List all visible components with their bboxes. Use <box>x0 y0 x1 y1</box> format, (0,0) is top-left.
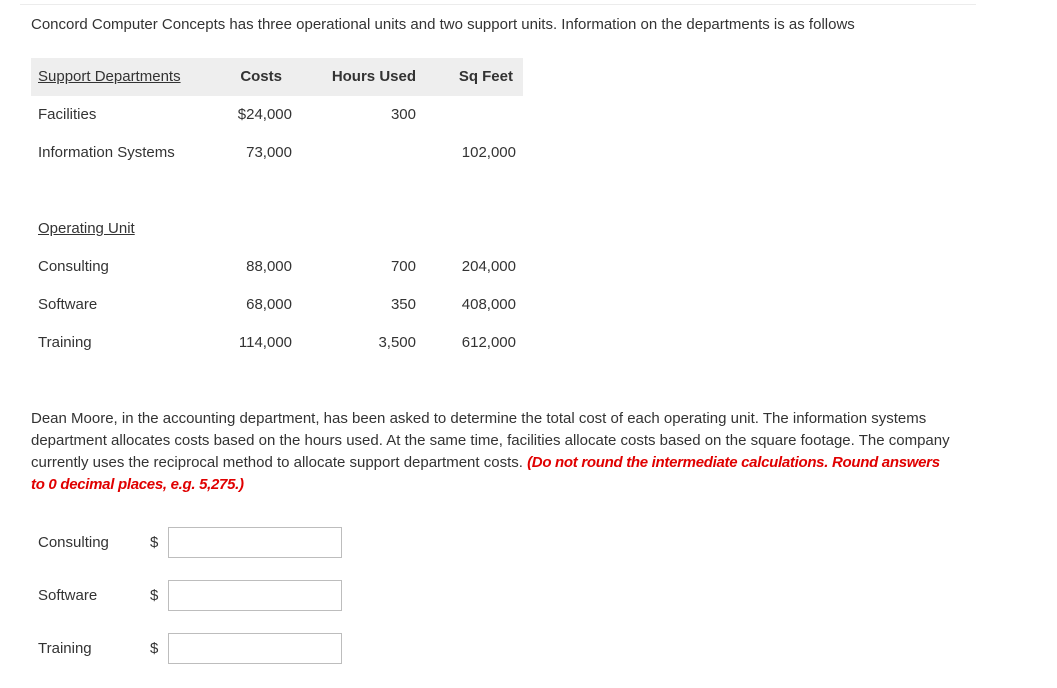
intro-text: Concord Computer Concepts has three operational units and two support units. Information on the departments is as follows <box>31 16 855 33</box>
cell-sqft: 204,000 <box>461 258 516 275</box>
cell-sqft: 102,000 <box>461 144 516 161</box>
cell-costs: 114,000 <box>238 334 292 351</box>
cell-hours: 3,500 <box>378 334 416 351</box>
header-sq-feet: Sq Feet <box>458 68 513 85</box>
dollar-sign: $ <box>150 640 159 657</box>
header-costs: Costs <box>240 68 282 85</box>
cell-costs: 68,000 <box>246 296 292 313</box>
cell-costs: 73,000 <box>246 144 292 161</box>
row-label: Information Systems <box>38 144 175 161</box>
cell-hours: 300 <box>390 106 416 123</box>
header-support-departments: Support Departments <box>38 68 181 85</box>
cell-costs: $24,000 <box>237 106 292 123</box>
question-text <box>31 408 951 496</box>
row-label: Consulting <box>38 258 109 275</box>
cell-costs: 88,000 <box>246 258 292 275</box>
answer-label: Consulting <box>38 534 109 551</box>
rounding-instruction: (Do not round the intermediate calculations. Round answers to 0 decimal places, e.g. 5,275.) <box>31 454 940 493</box>
software-amount-input[interactable] <box>168 580 342 611</box>
operating-unit-heading: Operating Unit <box>38 220 135 237</box>
cell-hours: 350 <box>390 296 416 313</box>
row-label: Facilities <box>38 106 97 123</box>
dollar-sign: $ <box>150 587 159 604</box>
training-amount-input[interactable] <box>168 633 342 664</box>
row-label: Software <box>38 296 98 313</box>
question-body: Dean Moore, in the accounting department, has been asked to determine the total cost of each operating unit. The information systems department allocates costs based on the hours used. At the same time, facilities allocate costs based on the square footage. The company currently uses the reciprocal method to allocate support department costs. <box>31 410 950 471</box>
consulting-amount-input[interactable] <box>168 527 342 558</box>
cell-sqft: 612,000 <box>461 334 516 351</box>
answer-label: Software <box>38 587 98 604</box>
cell-sqft: 408,000 <box>461 296 516 313</box>
answer-label: Training <box>38 640 92 657</box>
header-hours-used: Hours Used <box>331 68 416 85</box>
row-label: Training <box>38 334 92 351</box>
cell-hours: 700 <box>390 258 416 275</box>
top-divider <box>20 4 976 5</box>
dollar-sign: $ <box>150 534 159 551</box>
